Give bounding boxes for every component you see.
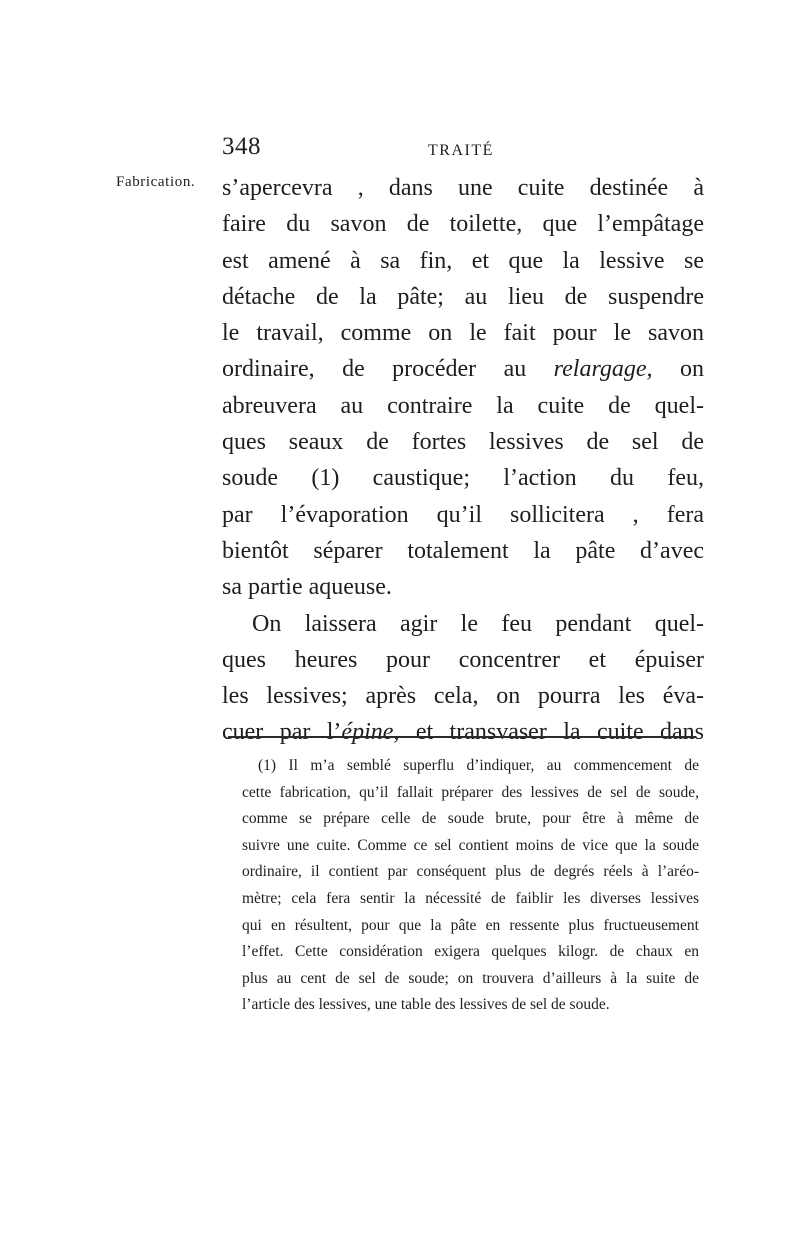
footnote — [242, 753, 699, 1019]
margin-note: Fabrication. — [116, 174, 196, 190]
footnote-line: (1) Il m’a semblé superflu d’indiquer, au commencement de — [258, 757, 699, 774]
footnote-line: suivre une cuite. Comme ce sel contient moins de vice que la soude — [242, 836, 699, 854]
text-line: sa partie aqueuse. — [222, 574, 392, 601]
footnote-line: l’effet. Cette considération exigera quelques kilogr. de chaux en — [242, 943, 699, 961]
text-line: par l’évaporation qu’il sollicitera , fera — [222, 501, 704, 528]
text-line: faire du savon de toilette, que l’empâtage — [222, 211, 704, 238]
footnote-line: qui en résultent, pour que la pâte en ressente plus fructueusement — [242, 916, 699, 934]
text-segment: on — [652, 356, 704, 383]
italic-term: relargage, — [553, 356, 653, 383]
text-segment: ordinaire, de procéder au — [222, 356, 554, 383]
footnote-line: ordinaire, il contient par conséquent plus de degrés réels à l’aréo- — [242, 863, 699, 881]
text-line — [222, 714, 704, 750]
footnote-line: mètre; cela fera sentir la nécessité de faiblir les diverses lessives — [242, 889, 699, 907]
footnote-divider — [228, 736, 696, 738]
text-line: bientôt séparer totalement la pâte d’avec — [222, 537, 704, 564]
text-segment: et transvaser la cuite dans — [399, 719, 704, 746]
text-line: s’apercevra , dans une cuite destinée à — [222, 175, 704, 201]
footnote-line: plus au cent de sel de soude; on trouvera d’ailleurs à la suite de — [242, 969, 699, 987]
page-number: 348 — [222, 133, 261, 160]
text-segment: cuer par l’ — [222, 719, 342, 746]
text-line: On laissera agir le feu pendant quel- — [252, 610, 704, 637]
text-line: ques seaux de fortes lessives de sel de — [222, 429, 704, 456]
text-line: ques heures pour concentrer et épuiser — [222, 646, 704, 673]
footnote-line: l’article des lessives, une table des lessives de sel de soude. — [242, 996, 610, 1014]
text-line: le travail, comme on le fait pour le savon — [222, 320, 704, 347]
text-line: les lessives; après cela, on pourra les éva- — [222, 683, 704, 710]
text-line: abreuvera au contraire la cuite de quel- — [222, 392, 704, 419]
italic-term: épine, — [341, 719, 400, 746]
text-line: est amené à sa fin, et que la lessive se — [222, 247, 704, 274]
body-text — [222, 170, 704, 751]
footnote-line: comme se prépare celle de soude brute, pour être à même de — [242, 810, 699, 828]
footnote-line: cette fabrication, qu’il fallait préparer des lessives de sel de soude, — [242, 783, 699, 801]
running-title: TRAITÉ — [428, 142, 494, 159]
text-line — [222, 351, 704, 387]
text-line: soude (1) caustique; l’action du feu, — [222, 465, 704, 492]
text-line: détache de la pâte; au lieu de suspendre — [222, 283, 704, 310]
